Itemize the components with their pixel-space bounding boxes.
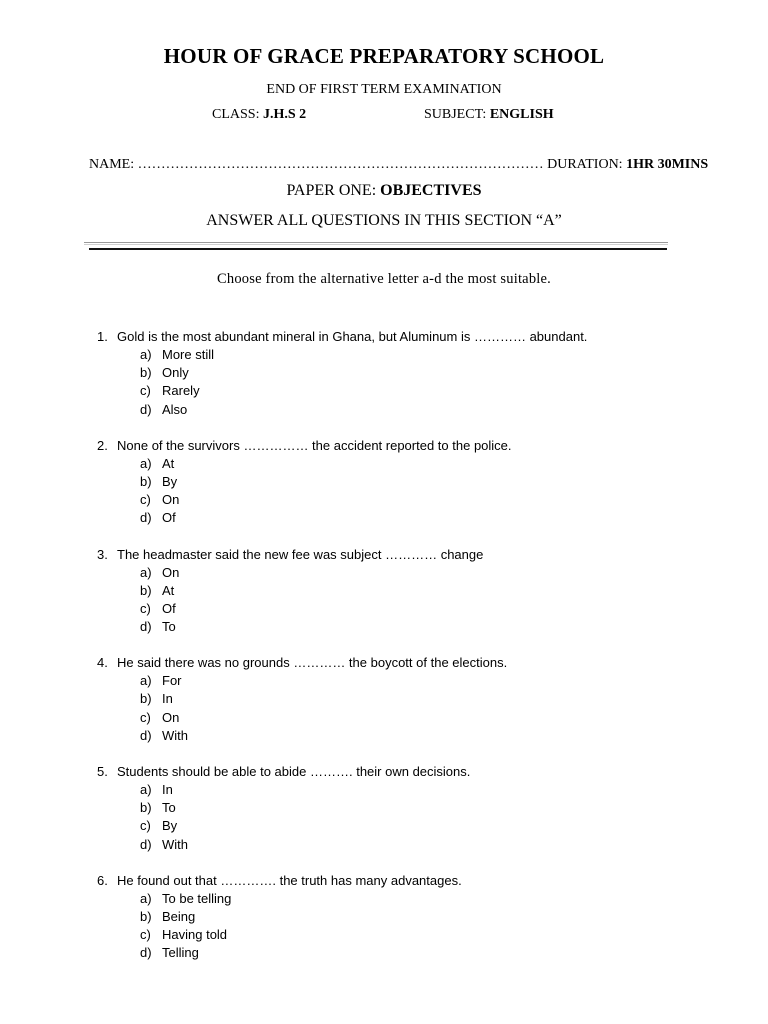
option-text: Of: [162, 600, 176, 616]
option-text: On: [162, 709, 180, 725]
option-text: In: [162, 691, 173, 707]
answer-option: [0, 582, 768, 600]
question-text: He said there was no grounds ………… the boycott of the elections.: [117, 655, 508, 671]
option-letter: d): [140, 836, 152, 852]
question-text: Gold is the most abundant mineral in Ghana, but Aluminum is ………… abundant.: [117, 329, 588, 344]
duration-label: DURATION:: [547, 157, 623, 172]
question-stem: [0, 436, 768, 455]
question-stem: [0, 762, 768, 781]
option-text: With: [162, 727, 188, 743]
duration-value: 1HR 30MINS: [626, 157, 709, 172]
question-number: 6.: [97, 872, 108, 888]
option-text: Being: [162, 908, 196, 924]
answer-option: [0, 364, 768, 382]
option-text: By: [162, 818, 178, 834]
option-text: To: [162, 619, 176, 635]
option-text: On: [162, 564, 180, 580]
option-letter: d): [140, 619, 152, 635]
question-stem: [0, 327, 768, 346]
answer-option: [0, 672, 768, 690]
subject-value: ENGLISH: [489, 107, 554, 122]
question-stem: [0, 653, 768, 672]
question-number: 4.: [97, 655, 108, 671]
question-number: 1.: [97, 329, 108, 344]
answer-option: [0, 346, 768, 364]
option-letter: a): [140, 673, 152, 689]
name-duration-line: [89, 157, 708, 173]
answer-option: [0, 600, 768, 618]
class-label: CLASS:: [212, 107, 260, 122]
question-text: None of the survivors …………… the accident reported to the police.: [117, 437, 512, 453]
exam-title: END OF FIRST TERM EXAMINATION: [266, 82, 502, 97]
option-letter: b): [140, 582, 152, 598]
class-value: J.H.S 2: [262, 107, 307, 122]
school-name: HOUR OF GRACE PREPARATORY SCHOOL: [163, 44, 605, 68]
paper-line: [0, 182, 768, 200]
option-letter: b): [140, 473, 152, 489]
answer-option: [0, 401, 768, 419]
option-text: By: [162, 473, 178, 489]
option-text: Of: [162, 510, 176, 526]
option-text: More still: [162, 347, 215, 362]
option-text: In: [162, 782, 173, 797]
answer-option: [0, 509, 768, 527]
paper-label: PAPER ONE:: [286, 182, 377, 199]
option-letter: a): [140, 455, 152, 471]
answer-instruction: ANSWER ALL QUESTIONS IN THIS SECTION “A”: [206, 212, 562, 229]
option-text: With: [162, 836, 188, 852]
class-line: [212, 107, 306, 123]
option-letter: a): [140, 890, 152, 906]
answer-option: [0, 618, 768, 636]
answer-option: [0, 455, 768, 473]
question-text: The headmaster said the new fee was subject ………… change: [117, 546, 484, 562]
option-letter: d): [140, 727, 152, 743]
option-text: To: [162, 800, 176, 816]
option-letter: c): [140, 383, 151, 399]
option-text: Also: [162, 401, 188, 417]
subject-label: SUBJECT:: [424, 107, 487, 122]
question-item: [0, 436, 768, 528]
option-letter: c): [140, 492, 151, 508]
question-number: 2.: [97, 437, 108, 453]
question-item: [0, 871, 768, 963]
answer-option: [0, 709, 768, 727]
option-text: At: [162, 582, 175, 598]
answer-option: [0, 836, 768, 854]
question-number: 3.: [97, 546, 108, 562]
question-item: [0, 327, 768, 419]
answer-option: [0, 944, 768, 962]
option-text: For: [162, 673, 182, 689]
option-letter: d): [140, 401, 152, 417]
option-letter: d): [140, 510, 152, 526]
answer-option: [0, 817, 768, 835]
option-text: At: [162, 455, 175, 471]
question-number: 5.: [97, 764, 108, 779]
option-letter: b): [140, 908, 152, 924]
option-letter: a): [140, 564, 152, 580]
divider-rule-thick: [89, 248, 667, 250]
paper-value: OBJECTIVES: [380, 182, 482, 199]
option-text: Only: [162, 365, 189, 381]
option-letter: c): [140, 818, 151, 834]
answer-option: [0, 564, 768, 582]
answer-option: [0, 473, 768, 491]
option-letter: c): [140, 709, 151, 725]
answer-option: [0, 382, 768, 400]
option-text: On: [162, 492, 180, 508]
question-list: [0, 327, 768, 980]
question-stem: [0, 545, 768, 564]
question-item: [0, 653, 768, 745]
question-item: [0, 762, 768, 854]
option-letter: b): [140, 691, 152, 707]
option-text: To be telling: [162, 890, 232, 906]
answer-option: [0, 799, 768, 817]
option-letter: c): [140, 600, 151, 616]
option-letter: b): [140, 800, 152, 816]
option-text: Having told: [162, 927, 228, 943]
answer-option: [0, 727, 768, 745]
answer-option: [0, 908, 768, 926]
option-text: Rarely: [162, 383, 200, 399]
name-label: NAME: ……………………………………………………………………………: [89, 157, 544, 172]
subject-line: [424, 107, 554, 123]
option-letter: a): [140, 782, 152, 797]
divider-rule-thin: [84, 242, 668, 243]
option-letter: c): [140, 927, 151, 943]
question-text: Students should be able to abide ………. their own decisions.: [117, 764, 471, 779]
question-stem: [0, 871, 768, 890]
option-text: Telling: [162, 945, 199, 961]
answer-option: [0, 890, 768, 908]
option-letter: a): [140, 347, 152, 362]
section-instruction: Choose from the alternative letter a-d the most suitable.: [217, 271, 551, 287]
answer-option: [0, 690, 768, 708]
option-letter: d): [140, 945, 152, 961]
option-letter: b): [140, 365, 152, 381]
question-text: He found out that …………. the truth has many advantages.: [117, 872, 462, 888]
question-item: [0, 545, 768, 637]
answer-option: [0, 926, 768, 944]
answer-option: [0, 491, 768, 509]
answer-option: [0, 781, 768, 799]
